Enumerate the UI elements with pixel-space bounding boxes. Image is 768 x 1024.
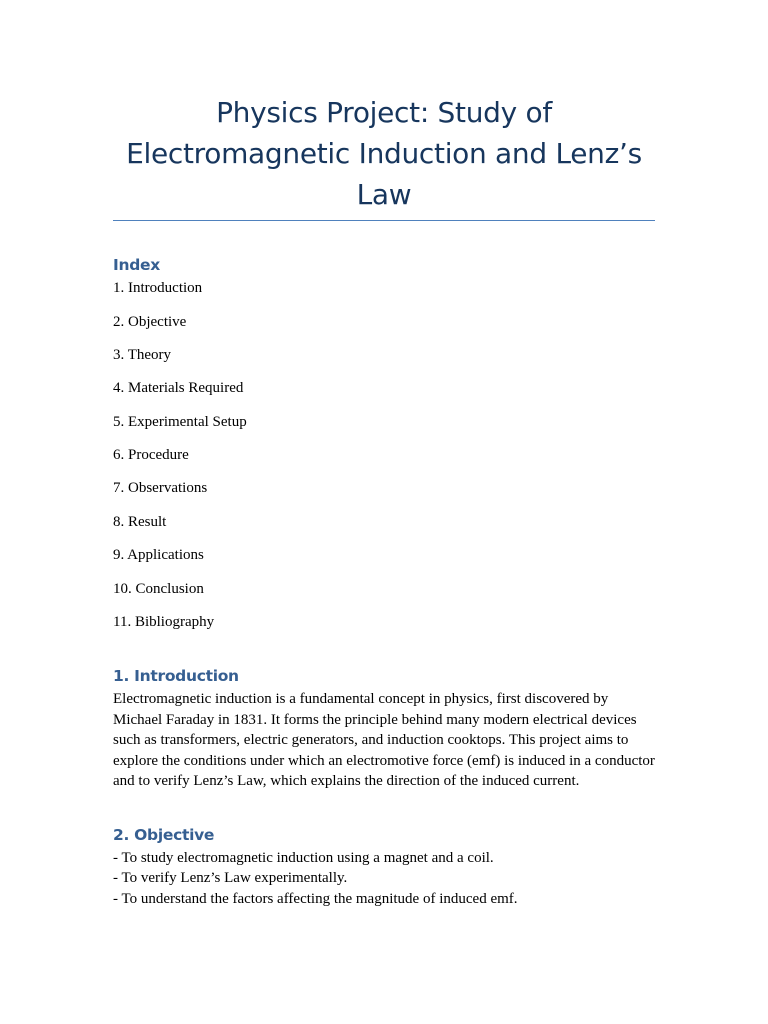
index-item-procedure: 6. Procedure <box>113 447 189 463</box>
index-item-objective: 2. Objective <box>113 314 187 330</box>
index-item-bibliography: 11. Bibliography <box>113 614 215 630</box>
objective-item: - To understand the factors affecting the magnitude of induced emf. <box>113 891 518 907</box>
introduction-heading: 1. Introduction <box>113 667 239 685</box>
index-item-materials-required: 4. Materials Required <box>113 380 244 396</box>
index-heading: Index <box>113 256 160 274</box>
index-item-conclusion: 10. Conclusion <box>113 581 204 597</box>
index-item-introduction: 1. Introduction <box>113 280 203 296</box>
objective-item: - To study electromagnetic induction using a magnet and a coil. <box>113 850 494 866</box>
document-title: Physics Project: Study of Electromagnetic Induction and Lenz’s Law <box>126 96 642 211</box>
index-item-theory: 3. Theory <box>113 347 172 363</box>
introduction-paragraph: Electromagnetic induction is a fundamental concept in physics, first discovered by Michael Faraday in 1831. It forms the principle behind many modern electrical devices such as transformers, electric generators, and induction cooktops. This project aims to explore the conditions under which an electromotive force (emf) is induced in a conductor and to verify Lenz’s Law, which explains the direction of the induced current. <box>113 691 655 789</box>
index-item-observations: 7. Observations <box>113 480 208 496</box>
index-item-applications: 9. Applications <box>113 547 204 563</box>
objective-heading: 2. Objective <box>113 826 215 844</box>
index-item-experimental-setup: 5. Experimental Setup <box>113 414 247 430</box>
objective-item: - To verify Lenz’s Law experimentally. <box>113 870 348 886</box>
title-underline-rule <box>113 220 655 221</box>
index-item-result: 8. Result <box>113 514 167 530</box>
